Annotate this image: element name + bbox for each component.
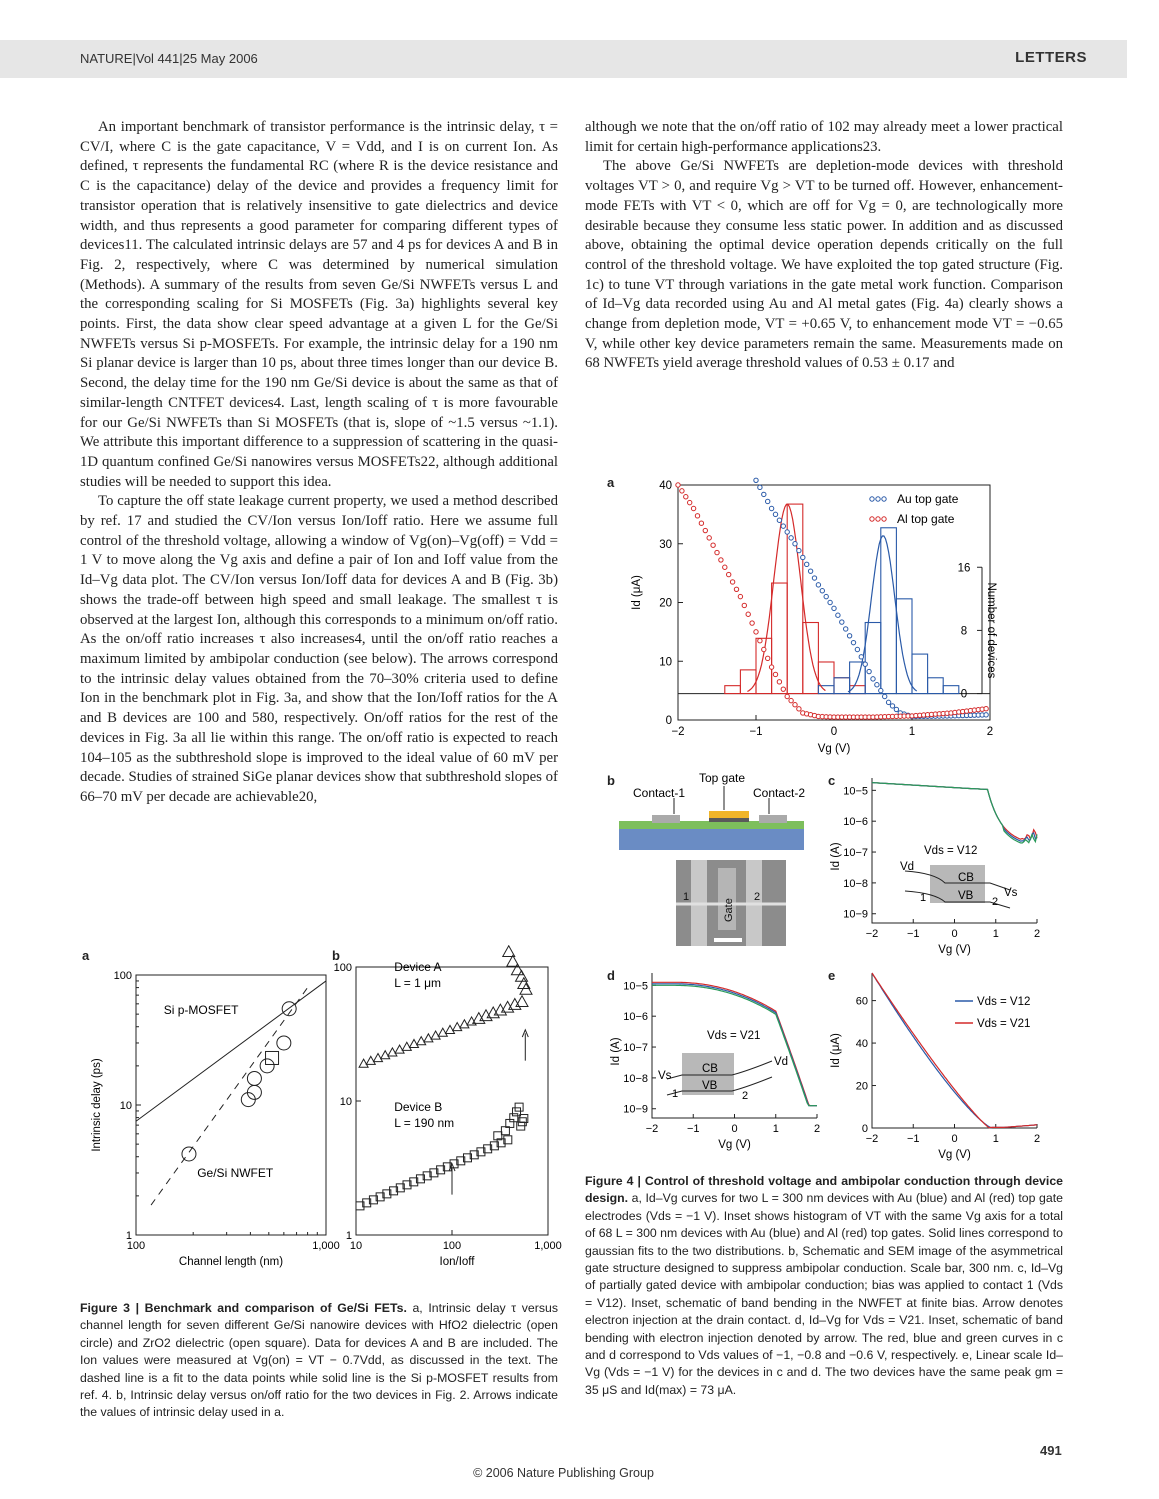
x-tick-label: 0 xyxy=(951,1133,958,1145)
y2-tick-label: 0 xyxy=(960,688,968,701)
inset-vs: Vs xyxy=(658,1070,672,1082)
curve-point-blue xyxy=(836,613,840,617)
top-gate-label: Top gate xyxy=(698,771,746,785)
x-tick-label: 0 xyxy=(951,928,958,940)
curve-point-blue xyxy=(773,512,777,516)
curve-point-red xyxy=(793,703,797,707)
data-point-square xyxy=(266,1051,279,1064)
fig4-caption xyxy=(585,1173,1063,1399)
device-b-label: Device B xyxy=(394,1100,443,1115)
y-axis-label: Id (μA) xyxy=(631,575,643,610)
fig4-caption-body: a, Id–Vg curves for two L = 300 nm devices with Au (blue) and Al (red) top gate electrodes (Vds = −1 V). Inset shows histogram of VT with the same Vg axis for a total of 68 L = 300 nm devices with Au (blue) and Al (red) top gates. Solid lines correspond to gaussian fits to the two distributions. b, Schematic and SEM image of the asymmetrical gate structure designed to suppress ambipolar conduction. Scale bar, 300 nm. c, Id–Vg of partially gated device with ambipolar conduction; bias was applied to contact 1 (Vds = V12). Inset, schematic of band bending in the NWFET at finite bias. Arrow denotes electron injection at the drain contact. d, Id–Vg for Vds = V21. Inset, schematic of band bending with electron injection denoted by arrow. The red, blue and green curves in c and d correspond to Vds values of −1, −0.8 and −0.6 V, respectively. e, Linear scale Id–Vg (Vds = −1 V) for the devices in c and d. The two devices have the same peak gm = 35 μS and Id(max) = 73 μA. xyxy=(585,1191,1063,1397)
curve-point-blue xyxy=(805,562,809,566)
device-a-label: Device A xyxy=(394,960,442,974)
y-tick-label: 10−9 xyxy=(843,908,868,921)
inset-vb: VB xyxy=(702,1080,718,1092)
fig4b-schematic xyxy=(619,771,805,946)
panel-letter-b: b xyxy=(607,773,615,788)
fig3b-plot xyxy=(334,945,562,1268)
x-tick-label: 1 xyxy=(992,1133,999,1145)
curve-point-blue xyxy=(769,506,773,510)
curve-point-blue xyxy=(890,704,894,708)
legend-label: Vds = V12 xyxy=(977,996,1031,1008)
curve-point-blue xyxy=(801,555,805,559)
curve-point-red xyxy=(699,521,703,525)
curve-point-blue xyxy=(816,583,820,587)
inset-contact-1: 1 xyxy=(672,1088,679,1100)
y2-axis-label: Number of devices xyxy=(985,582,997,679)
inset-vb: VB xyxy=(958,890,974,902)
id-vg-curve xyxy=(872,783,1037,843)
curve-point-red xyxy=(785,694,789,698)
curve-point-blue xyxy=(777,518,781,522)
x-tick-label: 2 xyxy=(1033,928,1041,940)
device-a-sub: L = 1 μm xyxy=(394,976,442,990)
curve-point-red xyxy=(707,536,711,540)
y2-tick-label: 16 xyxy=(957,562,971,575)
x-tick-label: 2 xyxy=(986,726,994,738)
curve-point-blue xyxy=(754,478,758,482)
curve-point-red xyxy=(750,621,754,625)
device-b-sub: L = 190 nm xyxy=(394,1116,455,1131)
data-point-circle xyxy=(182,1147,196,1161)
legend-marker xyxy=(876,517,880,521)
histogram-bar xyxy=(725,686,741,694)
histogram-bar xyxy=(740,670,756,694)
fig4e-plot xyxy=(830,973,1040,1161)
x-axis-label: Vg (V) xyxy=(938,944,971,956)
y-tick-label: 10−6 xyxy=(623,1011,648,1024)
curve-point-blue xyxy=(883,694,887,698)
fig4c-plot xyxy=(830,778,1040,956)
y-tick-label: 20 xyxy=(659,597,672,610)
inset-vs: Vs xyxy=(1004,887,1018,899)
y-tick-label: 0 xyxy=(861,1123,868,1135)
curve-point-blue xyxy=(812,576,816,580)
data-point-circle xyxy=(247,1071,261,1085)
fig3-caption-title: Figure 3 | Benchmark and comparison of Ge/Si FETs. xyxy=(80,1301,407,1315)
curve-point-blue xyxy=(820,589,824,593)
y-tick-label: 10−7 xyxy=(843,847,868,860)
gaussian-fit xyxy=(848,536,917,692)
y-tick-label: 10−5 xyxy=(843,785,868,798)
panel-letter-b: b xyxy=(332,948,340,963)
device-b-point xyxy=(515,1103,523,1111)
curve-point-red xyxy=(688,500,692,504)
device-a-point xyxy=(511,964,523,975)
curve-point-blue xyxy=(781,524,785,528)
x-tick-label: 2 xyxy=(1033,1133,1041,1145)
legend-label: Vds = V21 xyxy=(977,1018,1031,1030)
histogram-bar xyxy=(772,583,788,694)
x-tick-label: −1 xyxy=(686,1123,700,1135)
contact2-label: Contact-2 xyxy=(752,786,806,800)
fig3-caption-body: a, Intrinsic delay τ versus channel length for seven different Ge/Si nanowire devices with HfO2 dielectric (open circle) and ZrO2 dielectric (open square). Data for devices A and B are included. The Ion values were measured at Vg(on) = VT − 0.7Vdd, as discussed in the text. The dashed line is a fit to the data points while solid line is the Si p-MOSFET results from ref. 4. b, Intrinsic delay versus on/off ratio for the two devices in Fig. 2. Arrows indicate the values of intrinsic delay used in a. xyxy=(80,1301,558,1420)
histogram-bar xyxy=(896,599,912,694)
x-tick-label: −2 xyxy=(645,1123,659,1135)
data-point-circle xyxy=(277,1036,291,1050)
legend-label: Al top gate xyxy=(897,512,955,526)
curve-point-red xyxy=(719,558,723,562)
figure-3 xyxy=(78,945,568,1295)
curve-point-blue xyxy=(832,606,836,610)
x-axis-label: Vg (V) xyxy=(817,743,851,755)
y-tick-label: 10−7 xyxy=(623,1042,648,1055)
curve-point-red xyxy=(715,550,719,554)
paragraph: To capture the off state leakage current property, we used a method described by ref. 17 and studied the CV/Ion versus Ion/Ioff ratio. Here we assume full control of the threshold voltage, allowing a window of Vg(on)–Vg(off) = Vdd = 1 V to move along the Vg axis and define a pair of Ion and Ioff value from the Id–Vg data plot. The CV/Ion versus Ion/Ioff data for devices A and B (Fig. 3b) shows the trade-off between high speed and small leakage. The smallest τ is observed at the largest Ion, although this corresponds to a minimum on/off ratio. As the on/off ratio increases τ also increases4, until the on/off ratio reaches a maximum limited by ambipolar conduction (see below). The arrows correspond to the intrinsic delay values obtained from the 70–30% criteria used to define Ion in the benchmark plot in Fig. 3a, and show that the Ion/Ioff ratios for the A and B devices are 100 and 580, respectively. On/off ratios for the rest of the devices in Fig. 3a all lie within this range. The on/off ratio is expected to reach 104–105 as the subthreshold slope is improved to the ideal value of 60 mV per decade. Studies of strained SiGe planar devices show that subthreshold slopes of 66–70 mV per decade are achievable20, xyxy=(80,493,558,805)
inset-contact-2: 2 xyxy=(992,896,999,908)
x-tick-label: 0 xyxy=(731,1123,738,1135)
inset-vds-label: Vds = V12 xyxy=(924,845,978,857)
top-gate xyxy=(709,811,749,819)
y-tick-label: 100 xyxy=(333,962,352,974)
left-column xyxy=(80,118,558,808)
inset-cb: CB xyxy=(958,872,974,884)
y-tick-label: 10 xyxy=(339,1096,352,1108)
curve-point-red xyxy=(754,630,758,634)
inset-contact-1: 1 xyxy=(920,892,927,904)
curve-point-blue xyxy=(762,492,766,496)
copyright: © 2006 Nature Publishing Group xyxy=(473,1466,654,1480)
histogram-bar xyxy=(803,623,819,694)
data-point-circle xyxy=(260,1059,274,1073)
substrate xyxy=(619,828,804,850)
section-label: LETTERS xyxy=(1015,49,1087,66)
x-tick-label: 1,000 xyxy=(534,1240,562,1252)
curve-point-red xyxy=(773,672,777,676)
x-tick-label: 1 xyxy=(992,928,999,940)
curve-point-blue xyxy=(879,688,883,692)
x-tick-label: 100 xyxy=(442,1240,462,1252)
panel-letter-a: a xyxy=(82,948,90,963)
curve-point-red xyxy=(984,707,988,711)
curve-point-blue xyxy=(847,634,851,638)
curve-point-blue xyxy=(808,569,812,573)
y-tick-label: 0 xyxy=(665,715,672,727)
id-vg-curve xyxy=(872,783,1037,842)
y-axis-label: Id (A) xyxy=(610,1037,622,1066)
inset-vd: Vd xyxy=(900,861,915,873)
curve-point-blue xyxy=(828,600,832,604)
curve-point-red xyxy=(789,698,793,702)
curve-point-blue xyxy=(859,655,863,659)
y-axis-label: Intrinsic delay (ps) xyxy=(91,1058,103,1152)
curve-point-red xyxy=(703,528,707,532)
histogram-bar xyxy=(943,686,959,694)
y-tick-label: 10−9 xyxy=(623,1103,648,1116)
legend-marker xyxy=(882,517,886,521)
fig3-caption xyxy=(80,1300,558,1422)
paragraph: The above Ge/Si NWFETs are depletion-mode devices with threshold voltages VT > 0, and require Vg > VT to be turned off. However, enhancement-mode FETs with VT < 0, which are off for Vg = 0, are technologically more desirable because they consume less static power. In addition and as discussed above, obtaining the optimal device operation depends critically on the full control of the threshold voltage. We have exploited the top gated structure (Fig. 1c) to tune VT through variations in the gate metal work function. Comparison of Id–Vg data recorded using Au and Al metal gates (Fig. 4a) clearly shows a change from depletion mode, VT = +0.65 V, to enhancement mode VT = −0.65 V, while other key device parameters remain the same. Measurements made on 68 NWFETs yield average threshold values of 0.53 ± 0.17 and xyxy=(585,158,1063,372)
curve-point-red xyxy=(738,594,742,598)
x-tick-label: 2 xyxy=(813,1123,821,1135)
panel-letter-e: e xyxy=(828,968,836,983)
journal-info: NATURE|Vol 441|25 May 2006 xyxy=(80,51,258,66)
curve-point-blue xyxy=(797,548,801,552)
panel-letter-c: c xyxy=(828,773,836,788)
id-vg-curve xyxy=(872,783,1037,840)
curve-point-red xyxy=(742,603,746,607)
legend-marker xyxy=(870,517,874,521)
x-tick-label: −1 xyxy=(749,726,763,738)
curve-point-red xyxy=(723,565,727,569)
curve-point-blue xyxy=(894,707,898,711)
x-tick-label: 1 xyxy=(772,1123,779,1135)
curve-point-blue xyxy=(886,700,890,704)
curve-point-red xyxy=(727,572,731,576)
fig3a-plot xyxy=(91,970,340,1268)
curve-point-red xyxy=(746,612,750,616)
x-tick-label: −1 xyxy=(906,1133,920,1145)
x-axis-label: Vg (V) xyxy=(718,1139,751,1151)
curve-point-blue xyxy=(844,627,848,631)
legend-label: Au top gate xyxy=(897,492,959,506)
x-axis-label: Ion/Ioff xyxy=(439,1256,475,1268)
y-axis-label: Id (μA) xyxy=(830,1033,842,1068)
curve-point-red xyxy=(711,543,715,547)
y-axis-label: Id (A) xyxy=(830,842,842,871)
curve-point-red xyxy=(769,665,773,669)
x-tick-label: 1 xyxy=(908,726,916,738)
curve-point-red xyxy=(781,687,785,691)
curve-point-red xyxy=(676,483,680,487)
inset-contact-2: 2 xyxy=(742,1090,749,1102)
annotation-si-mosfet: Si p-MOSFET xyxy=(163,1003,239,1018)
x-tick-label: −2 xyxy=(865,1133,879,1145)
curve-point-blue xyxy=(984,713,988,717)
x-axis-label: Channel length (nm) xyxy=(178,1256,284,1268)
device-b-point xyxy=(513,1108,521,1116)
curve-point-red xyxy=(684,495,688,499)
curve-point-red xyxy=(797,707,801,711)
curve-point-blue xyxy=(840,620,844,624)
annotation-ge-si-nwfet: Ge/Si NWFET xyxy=(197,1165,274,1180)
curve-point-blue xyxy=(867,669,871,673)
fig4d-plot xyxy=(610,973,820,1151)
contact1-label: Contact-1 xyxy=(632,786,686,800)
y-tick-label: 10 xyxy=(659,656,672,669)
y-tick-label: 10−8 xyxy=(623,1072,648,1085)
y2-tick-label: 8 xyxy=(960,625,968,638)
fig4a-plot xyxy=(631,478,997,755)
page-number: 491 xyxy=(1040,1443,1062,1458)
y-tick-label: 1 xyxy=(345,1230,352,1242)
histogram-bar xyxy=(834,678,850,694)
y-tick-label: 40 xyxy=(855,1038,868,1051)
inset-vd: Vd xyxy=(774,1056,789,1068)
contact1 xyxy=(652,815,680,823)
curve-point-red xyxy=(691,506,695,510)
x-tick-label: −2 xyxy=(671,726,685,738)
paragraph: although we note that the on/off ratio of 102 may already meet a lower practical limit for certain high-performance applications23. xyxy=(585,119,1063,155)
y-tick-label: 30 xyxy=(659,538,672,551)
legend-marker xyxy=(882,497,886,501)
paragraph: An important benchmark of transistor performance is the intrinsic delay, τ = CV/I, where C is the gate capacitance, V = Vdd, and I is on current Ion. As defined, τ represents the fundamental RC (where R is the device resistance and C is the capacitance) delay of the device and provides a frequency limit for transistor operation that is relatively insensitive to gate dielectrics and device width, and thus represents a good parameter for comparing different types of devices11. The calculated intrinsic delays are 57 and 4 ps for devices A and B in Fig. 2, respectively, where C was determined by numerical simulation (Methods). A summary of the results from seven Ge/Si NWFETs versus L and the corresponding scaling for Si MOSFETs (Fig. 3a) highlights several key points. First, the data show clear speed advantage at a given L for the Ge/Si NWFETs versus Si p-MOSFETs. For example, the intrinsic delay for a 190 nm Si planar device is larger than 10 ps, about three times longer than our device B. Second, the delay time for the 190 nm Ge/Si device is about the same as that of similar-length CNTFET devices4. Last, length scaling of τ is more favourable for our Ge/Si NWFETs than Si MOSFETs (that is, slope of ~1.5 versus ~1.1). We attribute this important difference to a suppression of scattering in the quasi-1D quantum confined Ge/Si nanowires versus MOSFETs22, although additional studies will be needed to support this idea. xyxy=(80,119,558,490)
curve-point-red xyxy=(695,514,699,518)
histogram-bar xyxy=(834,678,850,694)
y-tick-label: 20 xyxy=(855,1080,868,1093)
histogram-bar xyxy=(818,662,834,694)
panel-letter-d: d xyxy=(607,968,615,983)
legend-marker xyxy=(870,497,874,501)
x-axis-label: Vg (V) xyxy=(938,1149,971,1161)
gate-dielectric xyxy=(709,818,749,822)
curve-point-blue xyxy=(789,536,793,540)
y-tick-label: 10−8 xyxy=(843,877,868,890)
curve-point-red xyxy=(680,489,684,493)
curve-point-blue xyxy=(785,530,789,534)
sem-label-2: 2 xyxy=(754,891,761,903)
figure-4 xyxy=(600,470,1060,1170)
histogram-bar xyxy=(928,678,944,694)
y-tick-label: 40 xyxy=(659,480,672,492)
y-tick-label: 60 xyxy=(855,995,868,1008)
curve-point-blue xyxy=(793,542,797,546)
curve-point-blue xyxy=(758,485,762,489)
x-tick-label: 10 xyxy=(349,1240,363,1252)
inset-vds-label: Vds = V21 xyxy=(707,1030,761,1042)
curve-point-blue xyxy=(875,683,879,687)
x-tick-label: 100 xyxy=(126,1240,146,1252)
fig4-caption-title: Figure 4 | Control of threshold voltage and ambipolar conduction through device design. xyxy=(585,1174,1063,1206)
curve-point-red xyxy=(762,647,766,651)
running-header xyxy=(0,40,1127,78)
curve-point-blue xyxy=(824,594,828,598)
curve-point-red xyxy=(730,580,734,584)
histogram-bar xyxy=(818,686,834,694)
x-tick-label: −1 xyxy=(906,928,920,940)
histogram-bar xyxy=(912,654,928,693)
x-tick-label: −2 xyxy=(865,928,879,940)
y-tick-label: 10−6 xyxy=(843,816,868,829)
curve-point-red xyxy=(766,656,770,660)
y-tick-label: 10−5 xyxy=(623,980,648,993)
y-tick-label: 1 xyxy=(125,1230,132,1242)
curve-point-red xyxy=(734,587,738,591)
sem-label-1: 1 xyxy=(683,891,690,903)
sem-label-gate: Gate xyxy=(723,898,735,922)
curve-point-blue xyxy=(863,662,867,666)
y-tick-label: 100 xyxy=(113,970,132,982)
x-tick-label: 1,000 xyxy=(312,1240,340,1252)
x-tick-label: 0 xyxy=(830,726,838,738)
curve-point-blue xyxy=(766,499,770,503)
contact2 xyxy=(759,815,787,823)
curve-point-blue xyxy=(851,640,855,644)
curve-point-red xyxy=(777,680,781,684)
curve-point-blue xyxy=(871,677,875,681)
y-tick-label: 10 xyxy=(119,1100,132,1112)
curve-point-blue xyxy=(855,647,859,651)
curve-point-red xyxy=(758,638,762,642)
scale-bar xyxy=(714,938,742,942)
inset-cb: CB xyxy=(702,1063,718,1075)
panel-letter-a: a xyxy=(607,475,615,490)
right-column xyxy=(585,118,1063,374)
legend-marker xyxy=(876,497,880,501)
